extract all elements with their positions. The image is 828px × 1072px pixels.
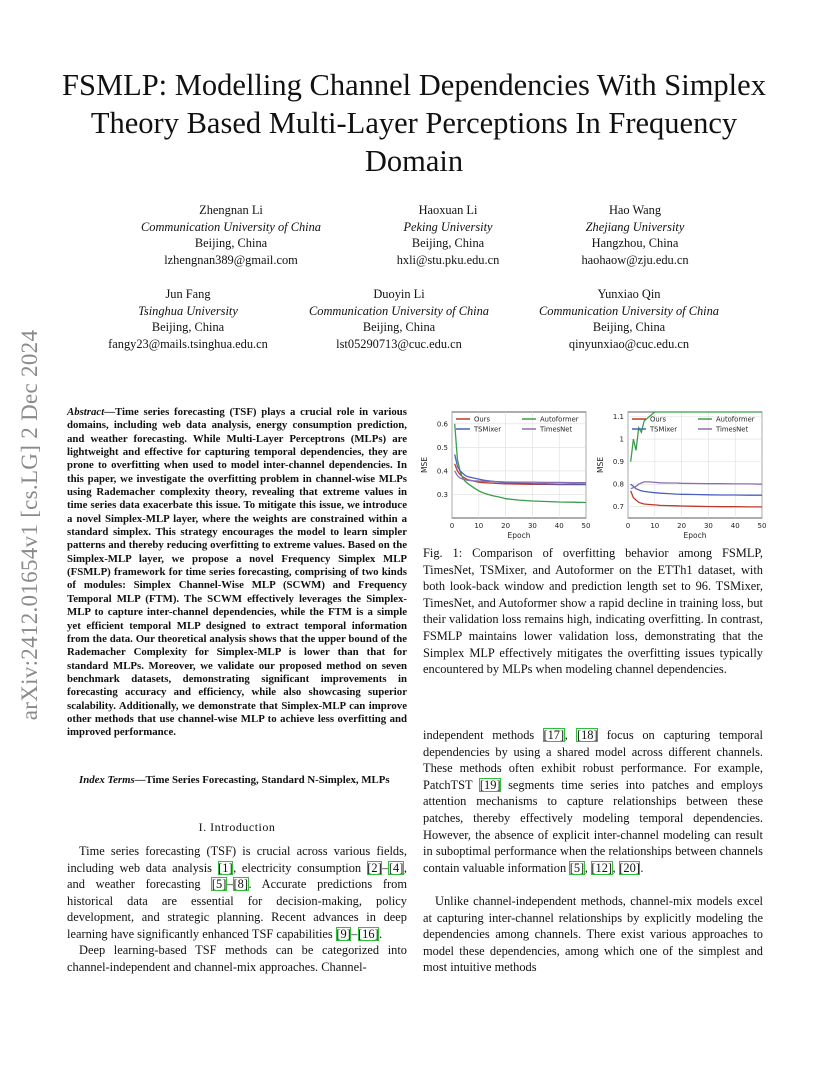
legend-label: TimesNet xyxy=(540,425,573,434)
author-email[interactable]: fangy23@mails.tsinghua.edu.cn xyxy=(108,336,268,351)
author-email[interactable]: lzhengnan389@gmail.com xyxy=(164,252,298,267)
citation-link[interactable]: [16] xyxy=(358,926,379,941)
author-name: Jun Fang xyxy=(165,287,211,301)
legend-label: Ours xyxy=(650,415,666,424)
author-affiliation: Communication University of China xyxy=(141,219,321,234)
paragraph-text: independent methods xyxy=(423,728,543,742)
author-city: Beijing, China xyxy=(194,236,268,251)
x-tick-label: 40 xyxy=(554,522,564,530)
legend-label: Autoformer xyxy=(716,415,755,424)
x-axis-label: Epoch xyxy=(683,531,707,540)
y-tick-label: 1.1 xyxy=(612,413,624,422)
x-tick-label: 0 xyxy=(449,522,455,530)
x-tick-label: 50 xyxy=(581,522,591,530)
paragraph-text: – xyxy=(226,877,234,892)
citation-link[interactable]: [19] xyxy=(479,777,501,792)
y-tick-label: 0.4 xyxy=(436,467,448,476)
x-tick-label: 40 xyxy=(730,522,740,530)
paragraph-text: – xyxy=(382,860,389,875)
abstract xyxy=(67,406,407,740)
x-tick-label: 20 xyxy=(677,522,687,530)
y-tick-label: 0.5 xyxy=(436,443,448,452)
author-affiliation: Communication University of China xyxy=(309,303,489,318)
paragraph-text: , xyxy=(612,860,619,875)
author-block xyxy=(545,202,725,268)
y-tick-label: 0.6 xyxy=(436,420,448,429)
index-terms-label: Index Terms xyxy=(79,774,135,786)
paragraph-text: focus on capturing temporal dependencies by using a shared model across different channels. These methods often exhibit robust performance. For example, PatchTST xyxy=(423,728,763,792)
y-tick-label: 0.3 xyxy=(436,490,448,499)
x-tick-label: 20 xyxy=(501,522,511,530)
y-tick-label: 0.9 xyxy=(612,458,624,467)
x-tick-label: 10 xyxy=(650,522,660,530)
x-tick-label: 30 xyxy=(527,522,537,530)
legend-label: TimesNet xyxy=(716,425,749,434)
citation-link[interactable]: [4] xyxy=(388,860,404,875)
author-name: Haoxuan Li xyxy=(418,203,478,217)
abstract-text: —Time series forecasting (TSF) plays a crucial role in various domains, including web data analysis, energy consumption prediction, and weather forecasting. While Multi-Layer Perceptrons (MLPs) are lightweight and effective for capturing temporal dependencies, they are prone to overfitting when used to model inter-channel dependencies. In this paper, we investigate the overfitting problem in channel-wise MLPs using Rademacher complexity theory, revealing that extreme values in time series data exacerbate this issue. To mitigate this issue, we introduce a novel Simplex-MLP layer, where the weights are constrained within a standard simplex. This strategy encourages the model to learn simpler patterns and thereby reducing overfitting to extreme values. Based on the Simplex-MLP layer, we propose a novel Frequency Simplex MLP (FSMLP) framework for time series forecasting, comprising of two kinds of modules: Simplex Channel-Wise MLP (SCWM) and Frequency Temporal MLP (FTM). The SCWM effectively leverages the Simplex-MLP to capture inter-channel dependencies, while the FTM is a simple yet efficient temporal MLP designed to extract temporal information from the data. Our theoretical analysis shows that the upper bound of the Rademacher Complexity for Simplex-MLP is lower than that for standard MLPs. Moreover, we validate our proposed method on seven benchmark datasets, demonstrating significant improvements in forecasting accuracy and efficiency, while also showcasing superior scalability. Additionally, we demonstrate that Simplex-MLP can improve other methods that use channel-wise MLP to achieve less overfitting and improved performance. xyxy=(67,406,407,739)
intro-paragraph xyxy=(67,843,407,943)
x-tick-label: 10 xyxy=(474,522,484,530)
author-affiliation: Peking University xyxy=(403,219,493,234)
paragraph-text: . xyxy=(640,860,644,875)
y-axis-label: MSE xyxy=(596,457,605,473)
index-terms xyxy=(67,774,407,787)
x-tick-label: 30 xyxy=(703,522,713,530)
author-block xyxy=(518,286,740,352)
abstract-label: Abstract xyxy=(67,406,105,418)
citation-link[interactable]: [2] xyxy=(367,860,382,875)
paragraph-text: , xyxy=(584,860,591,875)
y-axis-label: MSE xyxy=(420,457,429,473)
author-affiliation: Communication University of China xyxy=(539,303,719,318)
author-city: Beijing, China xyxy=(592,320,666,335)
figure-caption: Fig. 1: Comparison of overfitting behavior among FSMLP, TimesNet, TSMixer, and Autoformer on the ETTh1 dataset, with both look-back window and prediction length set to 96. TSMixer, TimesNet, and Autoformer show a rapid decline in training loss, but their validation loss remains high, indicating overfitting. In contrast, FSMLP maintains lower validation loss, demonstrating that the Simplex MLP effectively mitigates the overfitting issues typically encountered by MLPs when modeling channel dependencies. xyxy=(423,546,763,677)
citation-link[interactable]: [1] xyxy=(218,860,233,875)
intro-paragraph: Deep learning-based TSF methods can be categorized into channel-independent and channel-mix approaches. Channel- xyxy=(67,943,407,974)
legend-label: TSMixer xyxy=(650,425,678,434)
citation-link[interactable]: [5] xyxy=(569,860,585,875)
citation-link[interactable]: [18] xyxy=(576,728,598,742)
paragraph-text: , and weather forecasting xyxy=(67,860,407,892)
paragraph-text: Time series forecasting (TSF) is crucial across various fields, including web data analysis xyxy=(67,844,407,875)
arxiv-identifier-text: arXiv:2412.01654v1 [cs.LG] 2 Dec 2024 xyxy=(17,329,42,721)
author-name: Duoyin Li xyxy=(373,287,425,301)
loss-chart-right xyxy=(594,404,770,540)
y-tick-label: 0.7 xyxy=(612,503,624,512)
figure-1 xyxy=(418,404,770,542)
paragraph-text: – xyxy=(351,926,358,941)
citation-link[interactable]: [9] xyxy=(336,926,351,941)
y-tick-label: 0.8 xyxy=(612,480,624,489)
paragraph-text: , electricity consumption xyxy=(233,860,367,875)
x-tick-label: 50 xyxy=(757,522,767,530)
x-tick-label: 0 xyxy=(625,522,631,530)
paragraph-text: . Accurate predictions from historical data are essential for decision-making, policy development, and strategic planning. Recent advances in deep learning have significantly enhanced TSF capabilities xyxy=(67,877,407,941)
legend-label: Autoformer xyxy=(540,415,579,424)
index-terms-text: —Time Series Forecasting, Standard N-Simplex, MLPs xyxy=(134,774,390,786)
author-name: Zhengnan Li xyxy=(199,203,263,217)
citation-link[interactable]: [17] xyxy=(543,728,565,742)
author-affiliation: Tsinghua University xyxy=(138,303,238,318)
legend-label: Ours xyxy=(474,415,490,424)
y-tick-label: 1 xyxy=(619,435,624,444)
paragraph-text: . xyxy=(379,926,383,941)
author-city: Hangzhou, China xyxy=(591,236,679,251)
author-block xyxy=(285,286,513,352)
citation-link[interactable]: [12] xyxy=(591,860,613,875)
author-city: Beijing, China xyxy=(151,320,225,335)
arxiv-identifier xyxy=(8,290,52,760)
paragraph-text: segments time series into patches and employs attention mechanisms to capture relationships between these patches, thereby effectively modeling temporal dependencies. However, the absence of explicit inter-channel modeling can result in suboptimal performance when the relationships between channels contain valuable information xyxy=(423,777,764,875)
author-email[interactable]: haohaow@zju.edu.cn xyxy=(581,252,689,267)
author-block xyxy=(366,202,530,268)
author-block xyxy=(78,286,298,352)
author-email[interactable]: lst05290713@cuc.edu.cn xyxy=(336,336,462,351)
section-heading: I. Introduction xyxy=(198,820,276,834)
citation-link[interactable]: [5] xyxy=(211,877,227,892)
loss-chart-left xyxy=(418,404,594,540)
author-name: Yunxiao Qin xyxy=(597,287,661,301)
intro-paragraph: Unlike channel-independent methods, channel-mix models excel at capturing inter-channel relationships by explicitly modeling the dependencies among channels. There exist various approaches to model these dependencies, among which one of the simplest and most intuitive methods xyxy=(423,894,763,975)
author-email[interactable]: qinyunxiao@cuc.edu.cn xyxy=(568,336,690,351)
paragraph-text: , xyxy=(564,728,577,742)
citation-link[interactable]: [20] xyxy=(619,860,640,875)
author-name: Hao Wang xyxy=(608,203,662,217)
legend-label: TSMixer xyxy=(474,425,502,434)
paper-title: FSMLP: Modelling Channel Dependencies With Simplex Theory Based Multi-Layer Perceptions In Frequency Domain xyxy=(62,68,766,178)
citation-link[interactable]: [8] xyxy=(233,877,248,892)
author-block xyxy=(105,202,357,268)
author-email[interactable]: hxli@stu.pku.edu.cn xyxy=(396,252,500,267)
author-city: Beijing, China xyxy=(362,320,436,335)
x-axis-label: Epoch xyxy=(507,531,531,540)
author-city: Beijing, China xyxy=(411,236,485,251)
intro-paragraph xyxy=(423,727,763,876)
author-affiliation: Zhejiang University xyxy=(585,219,685,234)
